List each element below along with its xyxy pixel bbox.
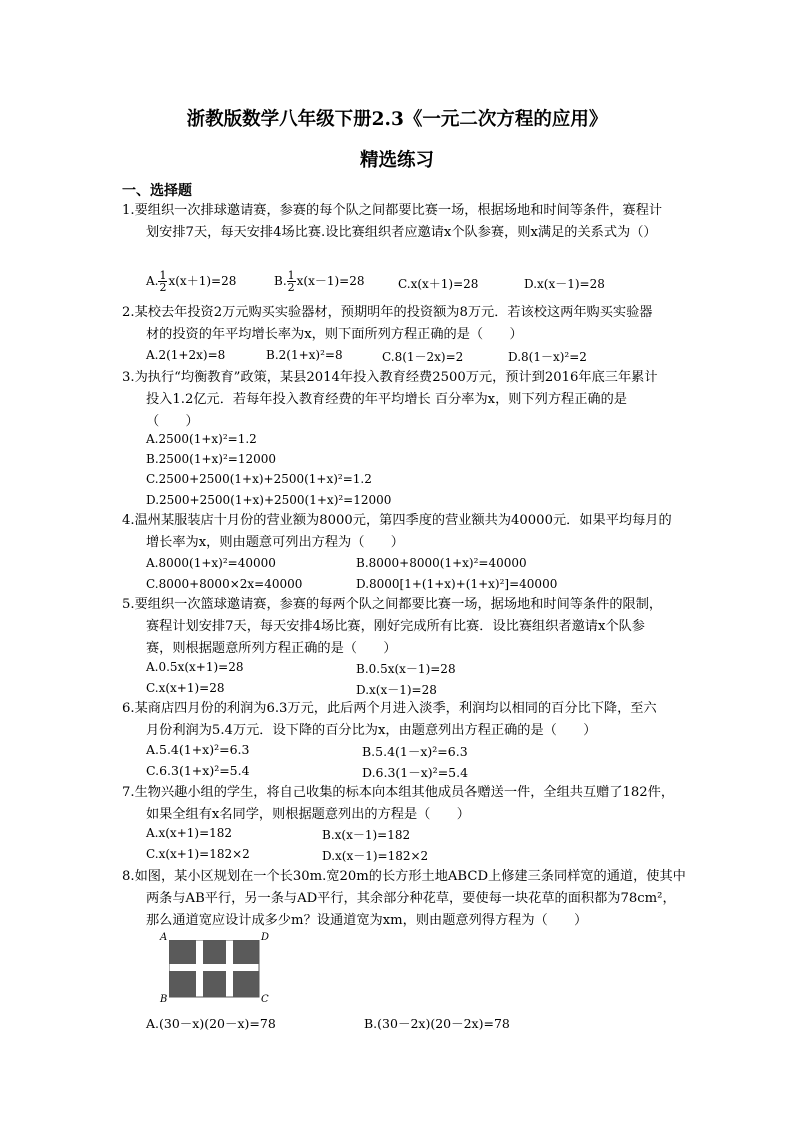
option-a: A.8000(1+x)²=40000: [146, 556, 276, 570]
option-c: C.x(x+1)=182×2: [146, 847, 250, 861]
label-d: D: [261, 932, 270, 943]
question-line: 增长率为x，则由题意可列出方程为（ ）: [146, 535, 404, 550]
question-line: 赛，则根据题意所列方程正确的是（ ）: [146, 641, 397, 656]
question-1: [122, 200, 702, 244]
option-b: B.8000+8000(1+x)²=40000: [356, 556, 527, 570]
option-b: B.2(1+x)²=8: [266, 348, 343, 362]
question-line: （ ）: [146, 414, 199, 429]
option-d: D.6.3(1－x)²=5.4: [362, 765, 469, 780]
label-b: B: [160, 994, 168, 1005]
option-d: D.2500+2500(1+x)+2500(1+x)²=12000: [146, 493, 392, 507]
question-line: 那么通道宽应设计成多少m？设通道宽为xm，则由题意列得方程为（ ）: [146, 913, 588, 928]
option-d: D.x(x－1)=182×2: [322, 849, 429, 863]
option-c: C.6.3(1+x)²=5.4: [146, 763, 250, 778]
question-8: [122, 866, 702, 932]
option-b: B.x(x－1)=182: [322, 828, 411, 842]
option-d: D.8000[1+(1+x)+(1+x)²]=40000: [356, 577, 558, 591]
question-line: 3.为执行“均衡教育”政策，某县2014年投入教育经费2500万元，预计到2016年底三年累计: [122, 370, 658, 385]
question-line: 两条与AB平行，另一条与AD平行，其余部分种花草，要使每一块花草的面积都为78cm²，: [146, 891, 676, 906]
option-a: A.0.5x(x+1)=28: [146, 660, 244, 674]
question-4: [122, 510, 702, 554]
question-line: 1.要组织一次排球邀请赛，参赛的每个队之间都要比赛一场，根据场地和时间等条件，赛程计: [122, 203, 663, 218]
option-c: C.8(1－2x)=2: [382, 350, 464, 364]
option-a: A.(30－x)(20－x)=78: [146, 1016, 276, 1031]
option-d: D.x(x－1)=28: [356, 683, 437, 697]
vertical-path-2: [226, 940, 233, 997]
option-a: A. $\frac{1}{2}$ x(x＋1)=28: [146, 269, 237, 294]
question-line: 划安排7天，每天安排4场比赛.设比赛组织者应邀请x个队参赛，则x满足的关系式为（）: [146, 225, 657, 240]
option-c: C.x(x＋1)=28: [398, 277, 479, 291]
option-c: C.2500+2500(1+x)+2500(1+x)²=1.2: [146, 472, 372, 486]
option-c: C.8000+8000×2x=40000: [146, 577, 303, 591]
question-line: 4.温州某服装店十月份的营业额为8000元，第四季度的营业额共为40000元．如果平均每月的: [122, 513, 672, 528]
question-5: [122, 594, 702, 660]
question-line: 月份利润为5.4万元．设下降的百分比为x，由题意列出方程正确的是（ ）: [146, 723, 597, 738]
question-line: 7.生物兴趣小组的学生，将自己收集的标本向本组其他成员各赠送一件，全组共互赠了182件，: [122, 785, 675, 800]
horizontal-path: [169, 964, 259, 971]
label-c: C: [261, 994, 269, 1005]
question-3: [122, 367, 702, 433]
land-plot-figure: [169, 940, 269, 1000]
fraction: $\frac{1}{2}$: [287, 269, 295, 294]
question-line: 6.某商店四月份的利润为6.3万元，此后两个月进入淡季，利润均以相同的百分比下降，至六: [122, 701, 657, 716]
question-line: 8.如图，某小区规划在一个长30m.宽20m的长方形土地ABCD上修建三条同样宽的通道，使其中: [122, 869, 686, 884]
option-a: A.x(x+1)=182: [146, 826, 233, 840]
question-7: [122, 782, 702, 826]
question-line: 赛程计划安排7天，每天安排4场比赛，刚好完成所有比赛．设比赛组织者邀请x个队参: [146, 619, 645, 634]
document-subtitle: 精选练习: [359, 150, 434, 171]
option-d: D.x(x－1)=28: [524, 277, 605, 291]
section-heading: 一、选择题: [122, 183, 192, 199]
option-a: A.2(1+2x)=8: [146, 348, 226, 362]
option-c: C.x(x+1)=28: [146, 681, 225, 695]
question-2: [122, 302, 702, 346]
question-6: [122, 698, 702, 742]
option-b: B.(30－2x)(20－2x)=78: [364, 1016, 510, 1031]
option-a: A.5.4(1+x)²=6.3: [146, 742, 250, 757]
question-line: 2.某校去年投资2万元购买实验器材，预期明年的投资额为8万元．若该校这两年购买实验器: [122, 305, 653, 320]
label-a: A: [160, 932, 168, 943]
option-b: B.2500(1+x)²=12000: [146, 452, 277, 466]
question-line: 如果全组有x名同学，则根据题意列出的方程是（ ）: [146, 807, 470, 822]
fraction: $\frac{1}{2}$: [159, 269, 167, 294]
option-a: A.2500(1+x)²=1.2: [146, 432, 257, 446]
option-b: B. $\frac{1}{2}$ x(x－1)=28: [274, 269, 365, 294]
document-title: 浙教版数学八年级下册2.3《一元二次方程的应用》: [186, 109, 608, 130]
question-line: 材的投资的年平均增长率为x，则下面所列方程正确的是（ ）: [146, 327, 523, 342]
question-line: 5.要组织一次篮球邀请赛，参赛的每两个队之间都要比赛一场，据场地和时间等条件的限制，: [122, 597, 663, 612]
option-b: B.5.4(1－x)²=6.3: [362, 744, 468, 759]
option-b: B.0.5x(x－1)=28: [356, 662, 456, 676]
question-line: 投入1.2亿元．若每年投入教育经费的年平均增长 百分率为x，则下列方程正确的是: [146, 392, 627, 407]
vertical-path-1: [196, 940, 203, 997]
option-d: D.8(1－x)²=2: [508, 350, 587, 364]
